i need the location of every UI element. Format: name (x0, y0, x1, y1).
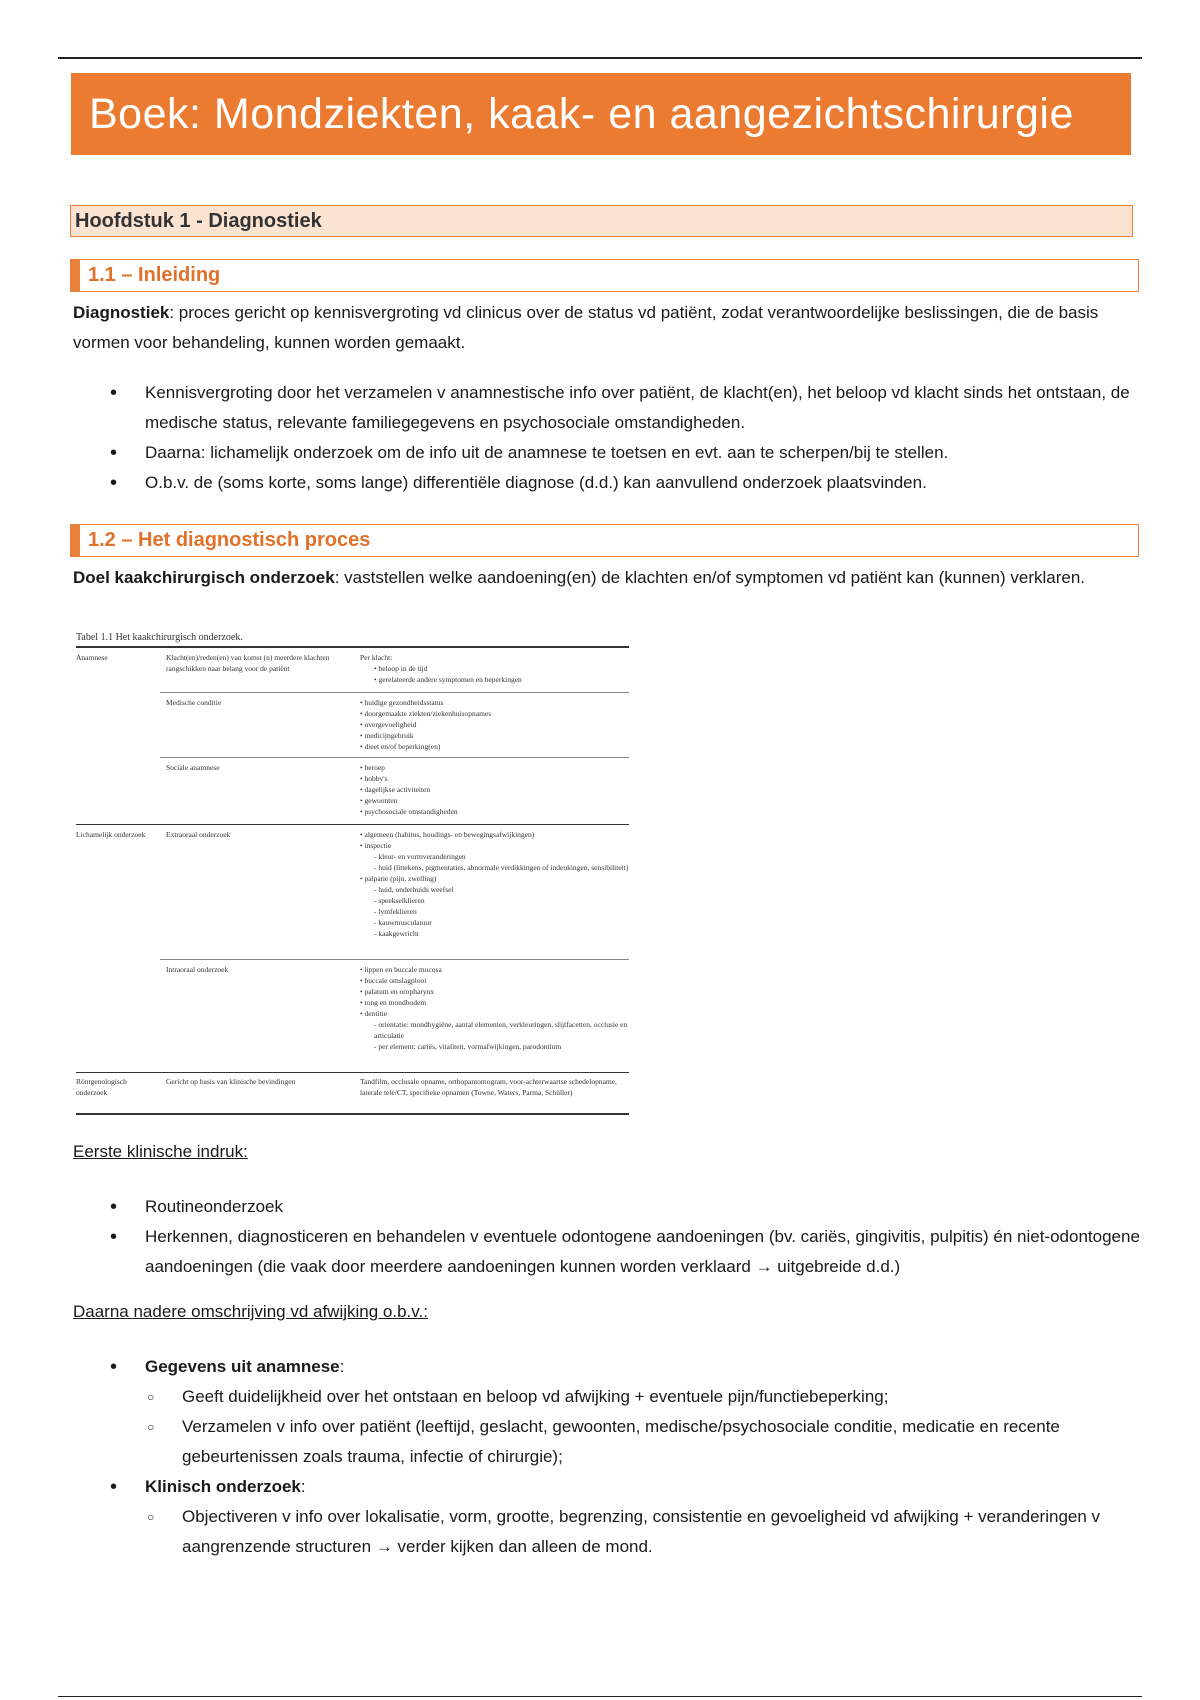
table-cell: Medische conditie (166, 698, 222, 707)
sub-list-item: ○ Objectiveren v info over lokalisatie, vorm, grootte, begrenzing, consistentie en gevoeligheid vd afwijking + veranderingen v aangrenzende structuren → verder kijken dan alleen de mond. (147, 1502, 1140, 1562)
table-cell-item: • dentitie (360, 1009, 388, 1018)
impression-heading: Eerste klinische indruk: (73, 1142, 248, 1161)
impression-bullet-list (110, 1192, 1140, 1282)
arrow-right-icon: → (375, 1537, 393, 1556)
table-cell-item: • tong en mondbodem (360, 998, 427, 1007)
table-cell: Intraoraal onderzoek (166, 965, 229, 974)
chapter-heading: Hoofdstuk 1 - Diagnostiek (70, 205, 1133, 237)
table-rule (160, 757, 629, 758)
list-item: • Klinisch onderzoek: (110, 1472, 1140, 1502)
klinisch-sub-list (147, 1502, 1140, 1562)
goal-paragraph (73, 563, 1133, 593)
table-cell (360, 1076, 629, 1098)
table-cell-item: - lymfeklieren (374, 907, 417, 916)
table-cell-item: - kleur- en vormveranderingen (374, 852, 466, 861)
table-cell-item: • overgevoeligheid (360, 720, 417, 729)
table-rule (76, 646, 629, 648)
table-cell-item: • doorgemaakte ziekten/ziekenhuisopnames (360, 709, 492, 718)
sub-list-item: ○ Verzamelen v info over patiënt (leeftijd, geslacht, gewoonten, medische/psychosociale conditie, medicatie en recente gebeurtenissen zoals trauma, infectie of chirurgie); (147, 1412, 1140, 1472)
table-cell: Sociale anamnese (166, 763, 220, 772)
table-cell-item: • buccale omslagplooi (360, 976, 427, 985)
table-cell-item: - speekselklieren (374, 896, 425, 905)
table-cell: Anamnese (76, 653, 108, 662)
detail-heading: Daarna nadere omschrijving vd afwijking o.b.v.: (73, 1302, 428, 1321)
table-cell-head: Per klacht: (360, 653, 393, 662)
bottom-rule (58, 1696, 1142, 1697)
table-cell-item: • palatum en oropharynx (360, 987, 435, 996)
table-caption: Tabel 1.1 Het kaakchirurgisch onderzoek. (76, 632, 243, 643)
table-cell-item: • beroep (360, 763, 385, 772)
goal-term: Doel kaakchirurgisch onderzoek (73, 568, 335, 587)
detail-bullet-list (110, 1352, 1140, 1562)
table-cell-item: - kaakgewricht (374, 929, 419, 938)
section-heading-inleiding: 1.1 – Inleiding (70, 259, 1139, 292)
table-cell-item: • lippen en buccale mucosa (360, 965, 442, 974)
arrow-right-icon: → (755, 1257, 773, 1276)
table-figure (76, 632, 629, 1116)
list-item: • Daarna: lichamelijk onderzoek om de info uit de anamnese te toetsen en evt. aan te scherpen/bij te stellen. (110, 438, 1140, 468)
anamnese-label: Gegevens uit anamnese (145, 1357, 340, 1376)
anamnese-sub-list (147, 1382, 1140, 1472)
page-title: Boek: Mondziekten, kaak- en aangezichtschirurgie (71, 73, 1131, 155)
table-cell-item: • dieet en/of beperking(en) (360, 742, 441, 751)
table-rule (76, 1113, 629, 1115)
top-rule (58, 57, 1142, 59)
table-cell-item: • medicijngebruik (360, 731, 414, 740)
table-cell: Gericht op basis van klinische bevindingen (166, 1077, 296, 1086)
table-cell-item: • gewoonten (360, 796, 398, 805)
table-cell-item: • inspectie (360, 841, 392, 850)
table-cell: Klacht(en)/reden(en) van komst (n) meerdere klachten rangschikken naar belang voor de patiënt (166, 653, 330, 673)
table-cell: Extraoraal onderzoek (166, 830, 231, 839)
table-cell (360, 829, 629, 939)
table-rule (160, 959, 629, 960)
intro-bullet-list (110, 378, 1140, 498)
table-cell: Lichamelijk onderzoek (76, 830, 146, 839)
table-cell-item: • hobby's (360, 774, 388, 783)
table-rule (76, 1072, 629, 1073)
list-item: • Gegevens uit anamnese: (110, 1352, 1140, 1382)
table-cell-item: - huid (littekens, pigmentaties, abnormale verdikkingen of indeukingen, sensibiliteit) (374, 863, 629, 872)
list-item: • Routineonderzoek (110, 1192, 1140, 1222)
list-item: • Herkennen, diagnosticeren en behandelen v eventuele odontogene aandoeningen (bv. cariës, gingivitis, pulpitis) én niet-odontogene aandoeningen (die vaak door meerdere aandoeningen kunnen worden verklaard → uitgebreide d.d.) (110, 1222, 1140, 1282)
table-cell-item: - orientatie: mondhygiëne, aantal elementen, verkleuringen, slijtfacetten, occlusie en articulatie (374, 1020, 628, 1040)
table-cell (360, 964, 629, 1052)
table-cell (360, 652, 629, 685)
section-heading-diagnostisch-proces: 1.2 – Het diagnostisch proces (70, 524, 1139, 557)
table-cell-item: • gerelateerde andere symptomen en beperkingen (374, 675, 522, 684)
sub-list-container (110, 1502, 1140, 1562)
table-cell-item: Tandfilm, occlusale opname, orthopantomogram, voor-achterwaartse schedelopname, laterale tele/CT, specifieke opnamen (Towne, Waters, Parma, Schüller) (360, 1077, 617, 1097)
table-cell-item: • palpatie (pijn, zwelling) (360, 874, 437, 883)
intro-text: : proces gericht op kennisvergroting vd clinicus over de status vd patiënt, zodat verantwoordelijke beslissingen, die de basis vormen voor behandeling, kunnen worden gemaakt. (73, 303, 1099, 352)
sub-list-container (110, 1382, 1140, 1472)
table-cell-item: • dagelijkse activiteiten (360, 785, 431, 794)
table-cell-item: • beloop in de tijd (374, 664, 428, 673)
table-rule (160, 692, 629, 693)
table-rule (76, 824, 629, 825)
list-item: • O.b.v. de (soms korte, soms lange) differentiële diagnose (d.d.) kan aanvullend onderzoek plaatsvinden. (110, 468, 1140, 498)
sub-list-item: ○ Geeft duidelijkheid over het ontstaan en beloop vd afwijking + eventuele pijn/functiebeperking; (147, 1382, 1140, 1412)
table-cell-item: • algemeen (habitus, houdings- en bewegingsafwijkingen) (360, 830, 535, 839)
table-cell-item: - kauwmusculatuur (374, 918, 432, 927)
table-cell: Röntgenologisch onderzoek (76, 1077, 127, 1097)
table-cell-item: - huid, onderhuids weefsel (374, 885, 454, 894)
intro-paragraph (73, 298, 1133, 358)
goal-text: : vaststellen welke aandoening(en) de klachten en/of symptomen vd patiënt kan (kunnen) verklaren. (334, 568, 1086, 587)
table-cell (360, 762, 629, 817)
table-cell-item: - per element: cariës, vitaliteit, vormafwijkingen, parodontium (374, 1042, 562, 1051)
table-cell (360, 697, 629, 752)
intro-term: Diagnostiek (73, 303, 170, 322)
list-item: • Kennisvergroting door het verzamelen v anamnestische info over patiënt, de klacht(en), het beloop vd klacht sinds het ontstaan, de medische status, relevante familiegegevens en psychosociale omstandigheden. (110, 378, 1140, 438)
table-cell-item: • psychosociale omstandigheden (360, 807, 458, 816)
klinisch-label: Klinisch onderzoek (145, 1477, 301, 1496)
table-cell-item: • huidige gezondheidsstatus (360, 698, 444, 707)
